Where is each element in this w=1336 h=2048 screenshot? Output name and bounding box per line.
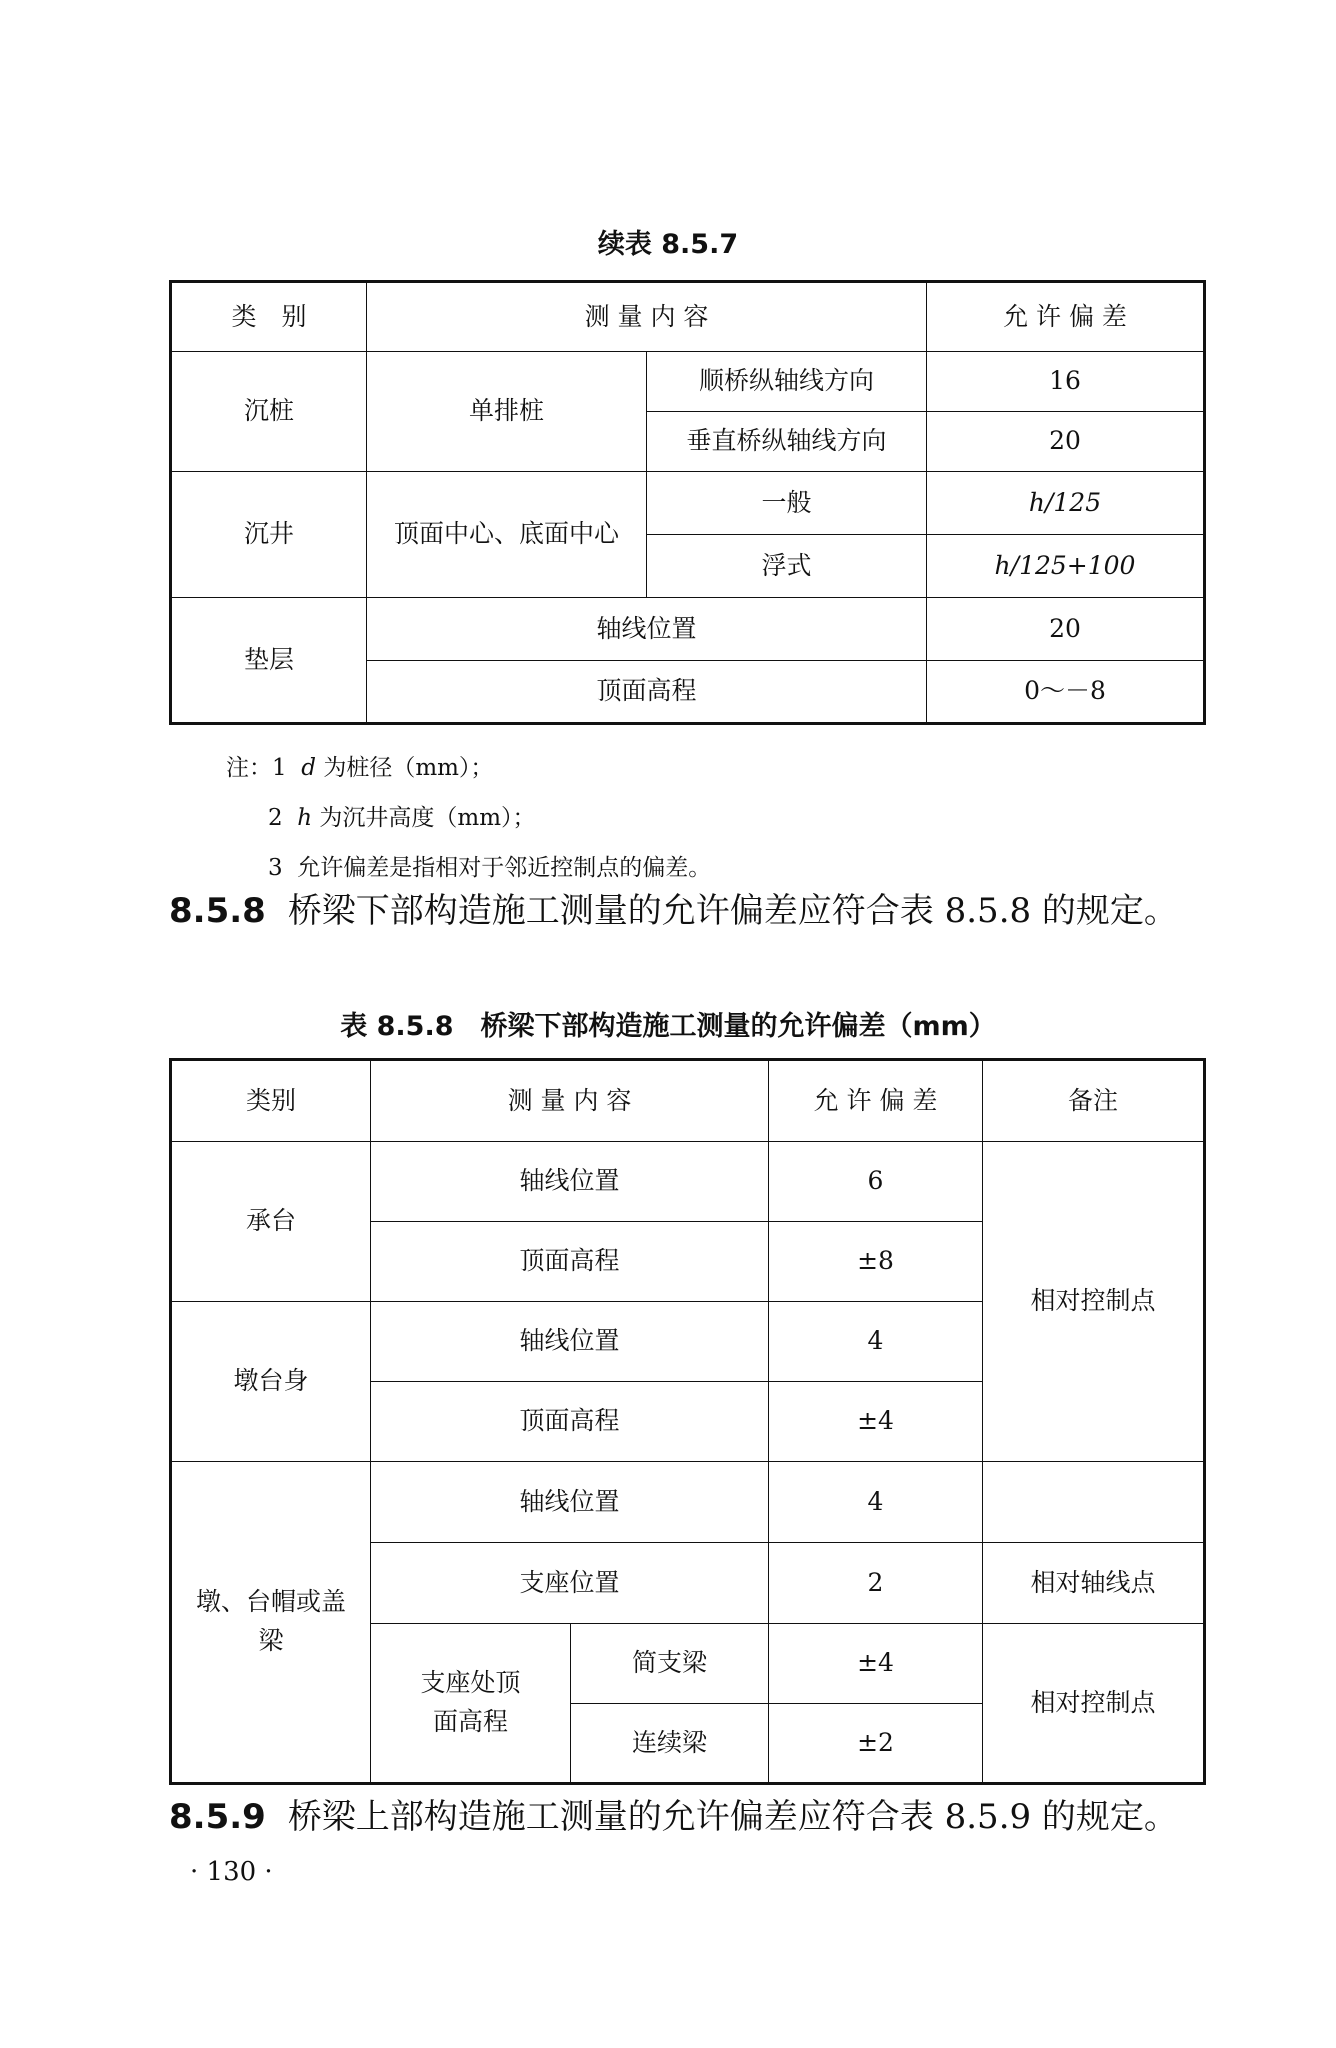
- cell-item: 顶面高程: [371, 1222, 769, 1302]
- paragraph-8-5-9: [169, 1790, 1205, 1844]
- cell-value: ±4: [769, 1382, 983, 1462]
- cell-value: h/125: [927, 472, 1205, 535]
- section-number: 8.5.8: [169, 891, 266, 931]
- cell-value: h/125+100: [927, 535, 1205, 598]
- cell-sub: 一般: [647, 472, 927, 535]
- note-3: 3 允许偏差是指相对于邻近控制点的偏差。: [268, 855, 712, 881]
- header-category: 类 别: [171, 282, 367, 352]
- cell-category: 沉桩: [171, 352, 367, 472]
- cell-value: ±4: [769, 1624, 983, 1704]
- table-row: [171, 1142, 1205, 1222]
- paragraph-text: 桥梁上部构造施工测量的允许偏差应符合表 8.5.9 的规定。: [287, 1797, 1178, 1837]
- cell-value: ±8: [769, 1222, 983, 1302]
- cell-item: 轴线位置: [371, 1462, 769, 1543]
- cell-remark: 相对控制点: [983, 1624, 1205, 1784]
- paragraph-8-5-8: [169, 884, 1205, 938]
- cell-value: 0～－8: [927, 661, 1205, 724]
- page-number: · 130 ·: [190, 1857, 273, 1887]
- header-content: 测 量 内 容: [371, 1060, 769, 1142]
- cell-value: 4: [769, 1462, 983, 1543]
- table-8-5-7-continued: [169, 280, 1206, 725]
- header-tolerance: 允 许 偏 差: [769, 1060, 983, 1142]
- note-1: 注：1 d 为桩径（mm）；: [226, 755, 494, 781]
- cell-sub: 顺桥纵轴线方向: [647, 352, 927, 412]
- table-8-5-8: [169, 1058, 1206, 1785]
- cell-item: 支座处顶面高程: [371, 1624, 571, 1784]
- cell-remark: 相对轴线点: [983, 1543, 1205, 1624]
- header-content: 测 量 内 容: [367, 282, 927, 352]
- cell-value: 6: [769, 1142, 983, 1222]
- section-number: 8.5.9: [169, 1797, 266, 1837]
- cell-sub: 垂直桥纵轴线方向: [647, 412, 927, 472]
- cell-remark: 相对控制点: [983, 1142, 1205, 1462]
- cell-item: 支座位置: [371, 1543, 769, 1624]
- cell-value: 4: [769, 1302, 983, 1382]
- cell-value: 2: [769, 1543, 983, 1624]
- cell-item: 单排桩: [367, 352, 647, 472]
- table-notes: [226, 743, 711, 893]
- cell-sub: 浮式: [647, 535, 927, 598]
- cell-category: 沉井: [171, 472, 367, 598]
- cell-item: 轴线位置: [367, 598, 927, 661]
- cell-remark: [983, 1462, 1205, 1543]
- note-2: 2 h 为沉井高度（mm）；: [268, 805, 536, 831]
- cell-item: 轴线位置: [371, 1302, 769, 1382]
- table-row: [171, 1462, 1205, 1543]
- table-row: [171, 598, 1205, 661]
- cell-value: 20: [927, 412, 1205, 472]
- table-caption-2: 表 8.5.8 桥梁下部构造施工测量的允许偏差（mm）: [340, 1011, 996, 1042]
- cell-value: 16: [927, 352, 1205, 412]
- header-category: 类别: [171, 1060, 371, 1142]
- cell-sub: 连续梁: [571, 1704, 769, 1784]
- cell-item: 轴线位置: [371, 1142, 769, 1222]
- cell-sub: 简支梁: [571, 1624, 769, 1704]
- cell-category: 承台: [171, 1142, 371, 1302]
- cell-category: 垫层: [171, 598, 367, 724]
- cell-value: 20: [927, 598, 1205, 661]
- cell-item: 顶面高程: [371, 1382, 769, 1462]
- cell-item: 顶面中心、底面中心: [367, 472, 647, 598]
- cell-category: 墩、台帽或盖梁: [171, 1462, 371, 1784]
- cell-value: ±2: [769, 1704, 983, 1784]
- header-remark: 备注: [983, 1060, 1205, 1142]
- table-row: [171, 352, 1205, 412]
- cell-item: 顶面高程: [367, 661, 927, 724]
- header-tolerance: 允 许 偏 差: [927, 282, 1205, 352]
- paragraph-text: 桥梁下部构造施工测量的允许偏差应符合表 8.5.8 的规定。: [287, 891, 1178, 931]
- cell-category: 墩台身: [171, 1302, 371, 1462]
- table-caption-1: 续表 8.5.7: [597, 229, 739, 260]
- table-row: [171, 472, 1205, 535]
